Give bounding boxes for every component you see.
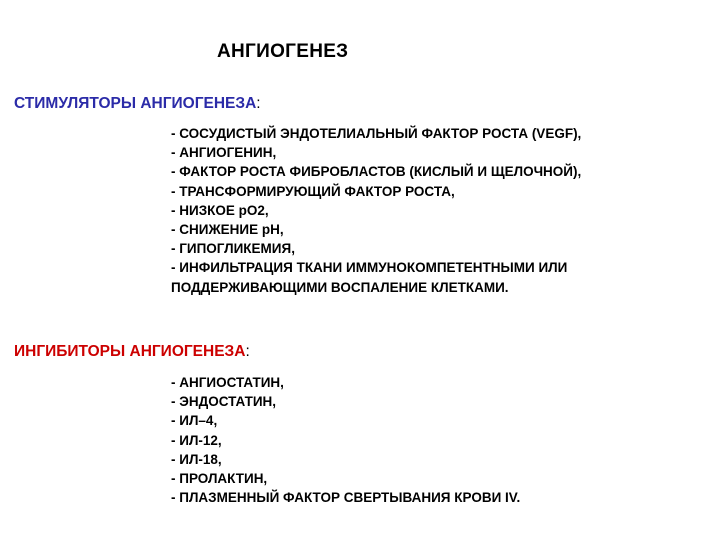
inhibitors-heading xyxy=(14,343,250,361)
page-title: АНГИОГЕНЕЗ xyxy=(217,41,349,62)
stimulators-heading-text: СТИМУЛЯТОРЫ АНГИОГЕНЕЗА xyxy=(14,95,257,112)
list-item: - ИЛ-18, xyxy=(171,451,222,467)
list-item: - СОСУДИСТЫЙ ЭНДОТЕЛИАЛЬНЫЙ ФАКТОР РОСТА (VEGF), xyxy=(171,126,582,141)
list-item: - АНГИОСТАТИН, xyxy=(171,375,284,390)
stimulators-list xyxy=(171,124,581,297)
list-item: - НИЗКОЕ pО2, xyxy=(171,202,269,218)
list-item: - АНГИОГЕНИН, xyxy=(171,145,277,161)
list-item: - ФАКТОР РОСТА ФИБРОБЛАСТОВ (КИСЛЫЙ И ЩЕЛОЧНОЙ), xyxy=(171,164,582,180)
inhibitors-heading-colon: : xyxy=(245,343,250,360)
list-item: - ПЛАЗМЕННЫЙ ФАКТОР СВЕРТЫВАНИЯ КРОВИ IV. xyxy=(171,490,521,506)
list-item: - ИЛ–4, xyxy=(171,413,218,429)
list-item: - ИЛ-12, xyxy=(171,432,222,448)
stimulators-heading-colon: : xyxy=(256,95,261,112)
list-item: ПОДДЕРЖИВАЮЩИМИ ВОСПАЛЕНИЕ КЛЕТКАМИ. xyxy=(171,279,509,295)
list-item: - ГИПОГЛИКЕМИЯ, xyxy=(171,241,295,257)
list-item: - ПРОЛАКТИН, xyxy=(171,471,268,487)
list-item: - ИНФИЛЬТРАЦИЯ ТКАНИ ИММУНОКОМПЕТЕНТНЫМИ ИЛИ xyxy=(171,260,568,276)
inhibitors-heading-text: ИНГИБИТОРЫ АНГИОГЕНЕЗА xyxy=(14,343,246,360)
list-item: - ТРАНСФОРМИРУЮЩИЙ ФАКТОР РОСТА, xyxy=(171,183,455,199)
stimulators-heading xyxy=(14,95,261,113)
list-item: - СНИЖЕНИЕ pН, xyxy=(171,222,284,238)
inhibitors-list xyxy=(171,373,520,507)
list-item: - ЭНДОСТАТИН, xyxy=(171,394,277,410)
